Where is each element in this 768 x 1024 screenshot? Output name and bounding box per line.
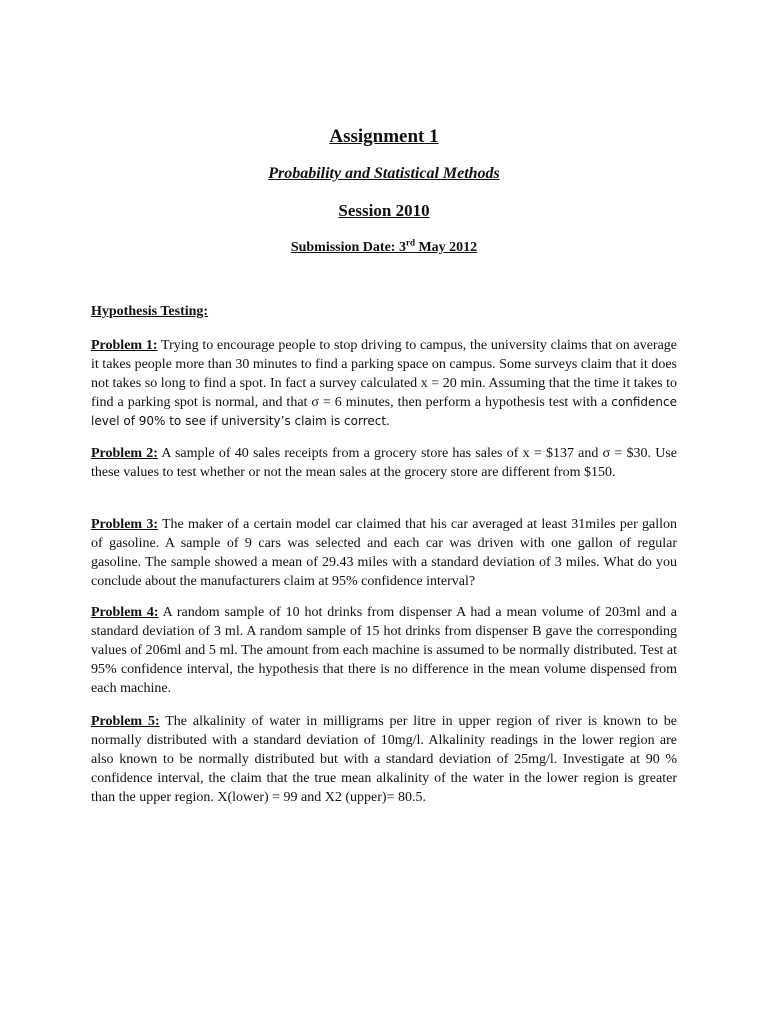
section-heading: Hypothesis Testing: bbox=[91, 304, 209, 319]
problem-5-label: Problem 5: bbox=[91, 714, 160, 729]
course-subject: Probability and Statistical Methods bbox=[268, 165, 500, 182]
submission-date-prefix: Submission Date: 3 bbox=[290, 240, 406, 255]
problem-1-text-tail: confidence level of 90% to see if university’s claim is correct. bbox=[91, 395, 677, 428]
problem-4 bbox=[91, 603, 677, 698]
problem-3 bbox=[91, 515, 677, 591]
problem-1-label: Problem 1: bbox=[91, 338, 158, 353]
submission-date-ordinal: rd bbox=[405, 237, 415, 248]
problem-4-text: A random sample of 10 hot drinks from dispenser A had a mean volume of 203ml and a standard deviation of 3 ml. A random sample of 15 hot drinks from dispenser B gave the corresponding values of 206ml and 5 ml. The amount from each machine is assumed to be normally distributed. Test at 95% confidence interval, the hypothesis that there is no difference in the mean volume dispensed from each machine. bbox=[91, 605, 677, 696]
problem-1-text: Trying to encourage people to stop driving to campus, the university claims that on average it takes people more than 30 minutes to find a parking space on campus. Some surveys claim that it does not takes so long to find a spot. In fact a survey calculated x = 20 min. Assuming that the time it takes to find a parking spot is normal, and that σ = 6 minutes, then perform a hypothesis test with a bbox=[91, 338, 677, 410]
submission-date-suffix: May 2012 bbox=[414, 240, 478, 255]
problem-3-label: Problem 3: bbox=[91, 517, 158, 532]
problem-1 bbox=[91, 336, 677, 431]
problem-2 bbox=[91, 444, 677, 482]
assignment-title: Assignment 1 bbox=[329, 126, 439, 147]
session-label: Session 2010 bbox=[338, 201, 430, 220]
problem-5-text: The alkalinity of water in milligrams per litre in upper region of river is known to be normally distributed with a standard deviation of 10mg/l. Alkalinity readings in the lower region are also known to be normally distributed but with a standard deviation of 25mg/l. Investigate at 90 % confidence interval, the claim that the true mean alkalinity of the water in the lower region is greater than the upper region. X(lower) = 99 and X2 (upper)= 80.5. bbox=[91, 714, 677, 805]
problem-2-label: Problem 2: bbox=[91, 446, 158, 461]
problem-3-text: The maker of a certain model car claimed that his car averaged at least 31miles per gallon of gasoline. A sample of 9 cars was selected and each car was driven with one gallon of regular gasoline. The sample showed a mean of 29.43 miles with a standard deviation of 3 miles. What do you conclude about the manufacturers claim at 95% confidence interval? bbox=[91, 517, 677, 589]
problem-5 bbox=[91, 712, 677, 807]
submission-date bbox=[0, 237, 768, 256]
problem-4-label: Problem 4: bbox=[91, 605, 159, 620]
problem-2-text: A sample of 40 sales receipts from a grocery store has sales of x = $137 and σ = $30. Use these values to test whether or not the mean sales at the grocery store are different from $150. bbox=[91, 446, 677, 480]
